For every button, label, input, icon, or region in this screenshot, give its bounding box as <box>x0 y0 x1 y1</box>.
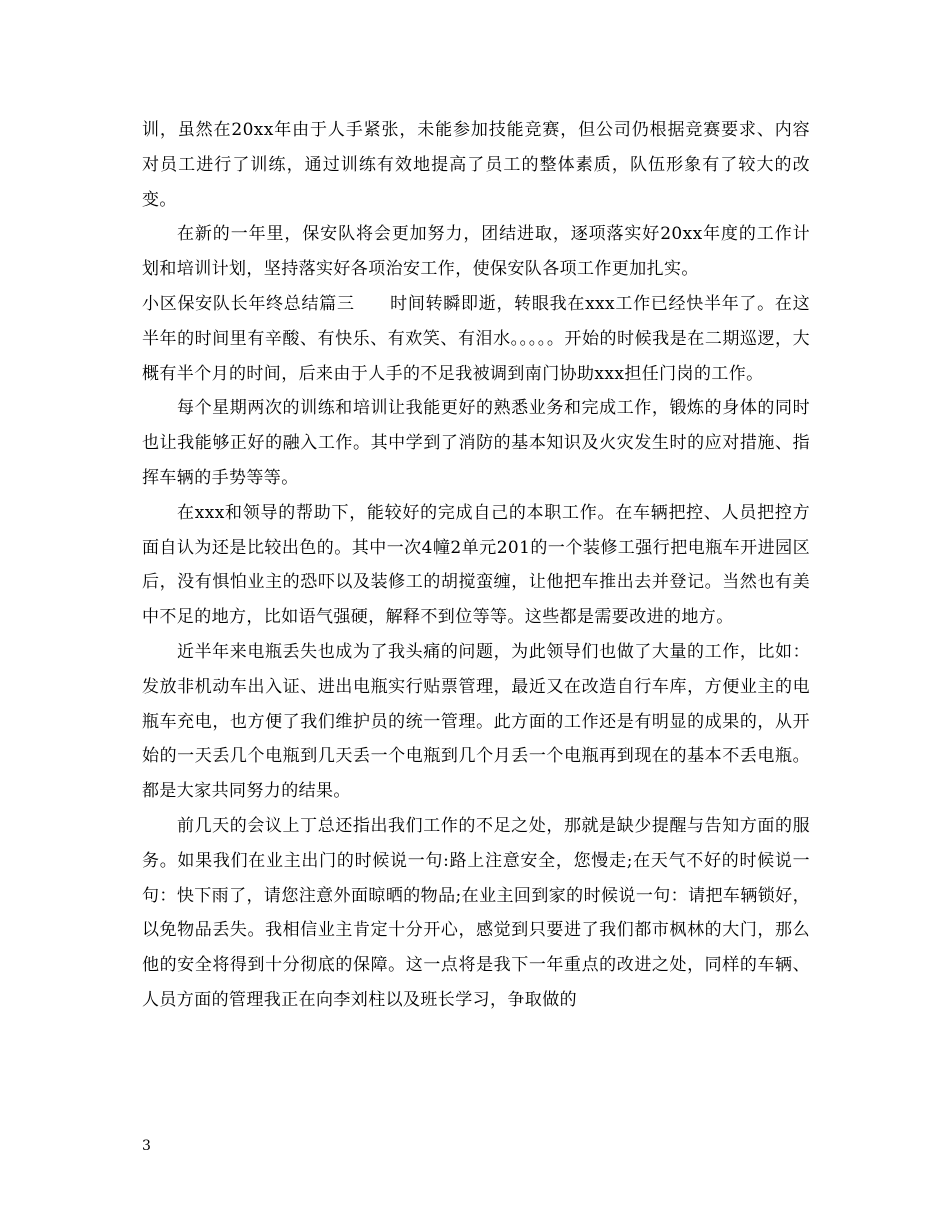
paragraph-5: 在xxx和领导的帮助下，能较好的完成自己的本职工作。在车辆把控、人员把控方面自认为还是比较出色的。其中一次4幢2单元201的一个装修工强行把电瓶车开进园区后，没有惧怕业主的恐吓以及装修工的胡搅蛮缠，让他把车推出去并登记。当然也有美中不足的地方，比如语气强硬，解释不到位等等。这些都是需要改进的地方。 <box>142 502 810 628</box>
paragraph-4: 每个星期两次的训练和培训让我能更好的熟悉业务和完成工作，锻炼的身体的同时也让我能够正好的融入工作。其中学到了消防的基本知识及火灾发生时的应对措施、指挥车辆的手势等等。 <box>142 398 810 488</box>
paragraph-1: 训，虽然在20xx年由于人手紧张，未能参加技能竞赛，但公司仍根据竞赛要求、内容对员工进行了训练，通过训练有效地提高了员工的整体素质，队伍形象有了较大的改变。 <box>142 120 810 210</box>
paragraph-6: 近半年来电瓶丢失也成为了我头痛的问题，为此领导们也做了大量的工作，比如：发放非机动车出入证、进出电瓶实行贴票管理，最近又在改造自行车库，方便业主的电瓶车充电，也方便了我们维护员的统一管理。此方面的工作还是有明显的成果的，从开始的一天丢几个电瓶到几天丢一个电瓶到几个月丢一个电瓶再到现在的基本不丢电瓶。都是大家共同努力的结果。 <box>142 641 810 802</box>
paragraph-2: 在新的一年里，保安队将会更加努力，团结进取，逐项落实好20xx年度的工作计划和培训计划，坚持落实好各项治安工作，使保安队各项工作更加扎实。 <box>142 224 810 280</box>
page-number: 3 <box>142 1138 151 1154</box>
paragraph-3: 小区保安队长年终总结篇三 时间转瞬即逝，转眼我在xxx工作已经快半年了。在这半年的时间里有辛酸、有快乐、有欢笑、有泪水。。。。。开始的时候我是在二期巡逻，大概有半个月的时间，后来由于人手的不足我被调到南门协助xxx担任门岗的工作。 <box>142 293 810 384</box>
document-body <box>142 113 810 1018</box>
paragraph-7: 前几天的会议上丁总还指出我们工作的不足之处，那就是缺少提醒与告知方面的服务。如果我们在业主出门的时候说一句:路上注意安全，您慢走;在天气不好的时候说一句：快下雨了，请您注意外面晾晒的物品;在业主回到家的时候说一句：请把车辆锁好，以免物品丢失。我相信业主肯定十分开心，感觉到只要进了我们都市枫林的大门，那么他的安全将得到十分彻底的保障。这一点将是我下一年重点的改进之处，同样的车辆、人员方面的管理我正在向李刘柱以及班长学习，争取做的 <box>142 815 810 1010</box>
